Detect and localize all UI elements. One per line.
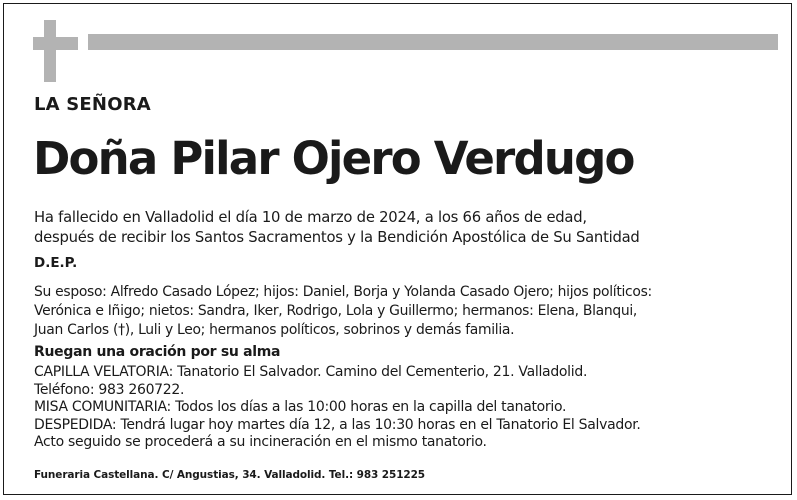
dep-label: D.E.P. — [34, 255, 78, 271]
notice-heading: LA SEÑORA — [34, 94, 151, 115]
service-line: MISA COMUNITARIA: Todos los días a las 10:00 horas en la capilla del tanatorio. — [34, 399, 567, 416]
cross-icon — [44, 20, 56, 82]
family-line: Juan Carlos (†), Luli y Leo; hermanos políticos, sobrinos y demás familia. — [34, 322, 515, 338]
cross-icon-bar — [33, 37, 78, 50]
service-line: Teléfono: 983 260722. — [34, 381, 185, 398]
header-rule — [88, 34, 778, 50]
funeral-home-footer: Funeraria Castellana. C/ Angustias, 34. Valladolid. Tel.: 983 251225 — [34, 469, 426, 481]
intro-line: después de recibir los Santos Sacramentos y la Bendición Apostólica de Su Santidad — [34, 229, 640, 246]
family-line: Su esposo: Alfredo Casado López; hijos: Daniel, Borja y Yolanda Casado Ojero; hijos políticos: — [34, 284, 652, 300]
family-line: Verónica e Iñigo; nietos: Sandra, Iker, Rodrigo, Lola y Guillermo; hermanos: Elena, Blanqui, — [34, 303, 638, 319]
intro-paragraph — [34, 208, 774, 248]
service-line: CAPILLA VELATORIA: Tanatorio El Salvador. Camino del Cementerio, 21. Valladolid. — [34, 364, 588, 380]
service-details — [34, 364, 779, 452]
service-line: Acto seguido se procederá a su incineración en el mismo tanatorio. — [34, 434, 487, 451]
prayer-request: Ruegan una oración por su alma — [34, 344, 281, 360]
deceased-name: Doña Pilar Ojero Verdugo — [33, 132, 634, 185]
obituary-notice — [3, 3, 792, 495]
intro-line: Ha fallecido en Valladolid el día 10 de marzo de 2024, a los 66 años de edad, — [34, 209, 587, 226]
family-paragraph — [34, 283, 779, 340]
service-line: DESPEDIDA: Tendrá lugar hoy martes día 12, a las 10:30 horas en el Tanatorio El Salvador. — [34, 416, 641, 433]
